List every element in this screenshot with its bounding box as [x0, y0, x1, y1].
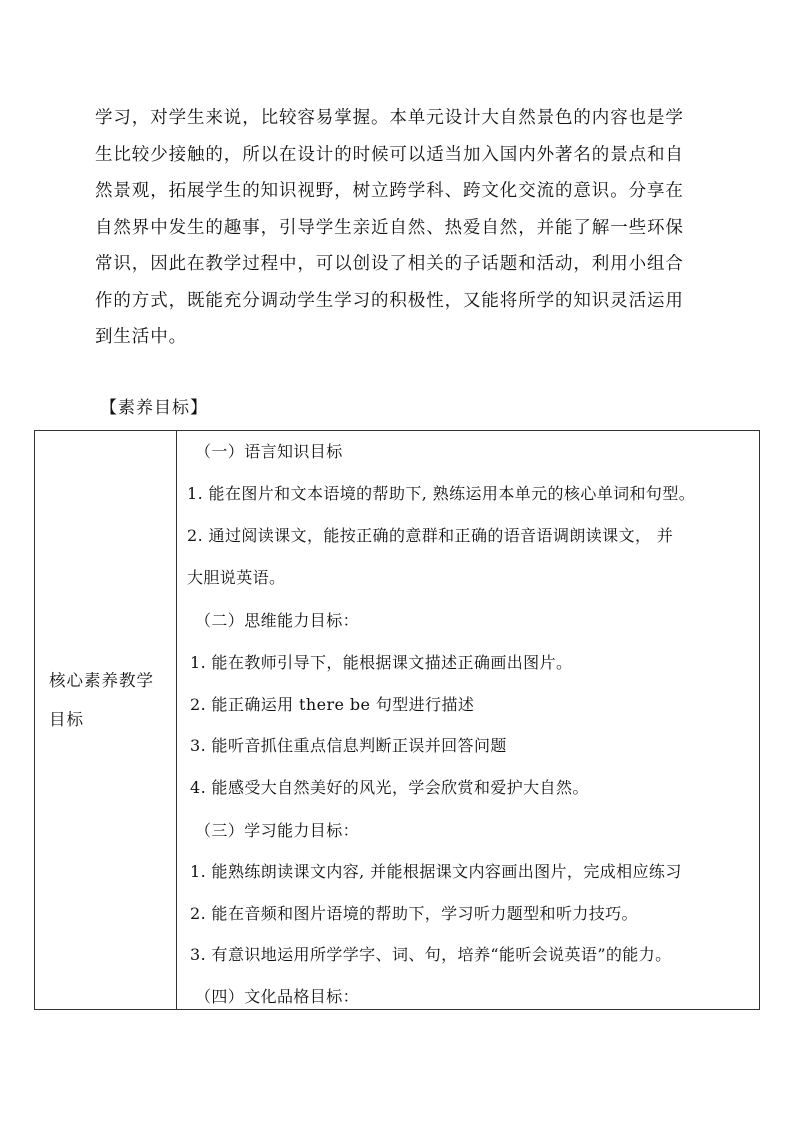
goal-item: 4. 能感受大自然美好的风光，学会欣赏和爱护大自然。	[190, 778, 589, 797]
goal-item: 3. 有意识地运用所学学字、词、句，培养“能听会说英语”的能力。	[190, 945, 672, 964]
goal-item: 1. 能熟练朗读课文内容, 并能根据课文内容画出图片，完成相应练习	[190, 862, 682, 881]
intro-line: 然景观，拓展学生的知识视野，树立跨学科、跨文化交流的意识。分享在	[95, 181, 684, 201]
section-heading: 【素养目标】	[100, 398, 208, 418]
intro-line: 常识，因此在教学过程中，可以创设了相关的子话题和活动，利用小组合	[95, 254, 684, 274]
goal-item: 2. 通过阅读课文，能按正确的意群和正确的语音语调朗读课文， 并	[187, 526, 674, 545]
goal-heading-language: （一）语言知识目标	[195, 442, 343, 461]
goal-heading-thinking: （二）思维能力目标：	[195, 611, 360, 630]
goals-table	[34, 430, 760, 1010]
goal-item: 1. 能在教师引导下，能根据课文描述正确画出图片。	[190, 653, 573, 672]
goal-item-continuation: 大胆说英语。	[187, 568, 286, 587]
goal-item: 1. 能在图片和文本语境的帮助下, 熟练运用本单元的核心单词和句型。	[187, 484, 696, 503]
goal-item: 2. 能在音频和图片语境的帮助下，学习听力题型和听力技巧。	[190, 904, 638, 923]
intro-line: 生比较少接触的，所以在设计的时候可以适当加入国内外著名的景点和自	[95, 144, 684, 165]
intro-line: 到生活中。	[95, 327, 187, 347]
table-label-line: 目标	[49, 710, 84, 729]
intro-paragraph	[95, 100, 715, 356]
goal-heading-culture: （四）文化品格目标：	[195, 987, 360, 1006]
table-label-line: 核心素养教学	[49, 671, 154, 690]
intro-line: 作的方式，既能充分调动学生学习的积极性，又能将所学的知识灵活运用	[95, 290, 684, 311]
column-divider	[176, 431, 177, 1009]
table-label-cell	[49, 661, 173, 739]
goal-heading-learning: （三）学习能力目标：	[195, 821, 360, 840]
intro-line: 学习，对学生来说，比较容易掌握。本单元设计大自然景色的内容也是学	[95, 108, 684, 128]
goal-item: 2. 能正确运用 there be 句型进行描述	[190, 695, 475, 714]
intro-line: 自然界中发生的趣事，引导学生亲近自然、热爱自然，并能了解一些环保	[95, 217, 684, 238]
goal-item: 3. 能听音抓住重点信息判断正误并回答问题	[190, 736, 507, 755]
